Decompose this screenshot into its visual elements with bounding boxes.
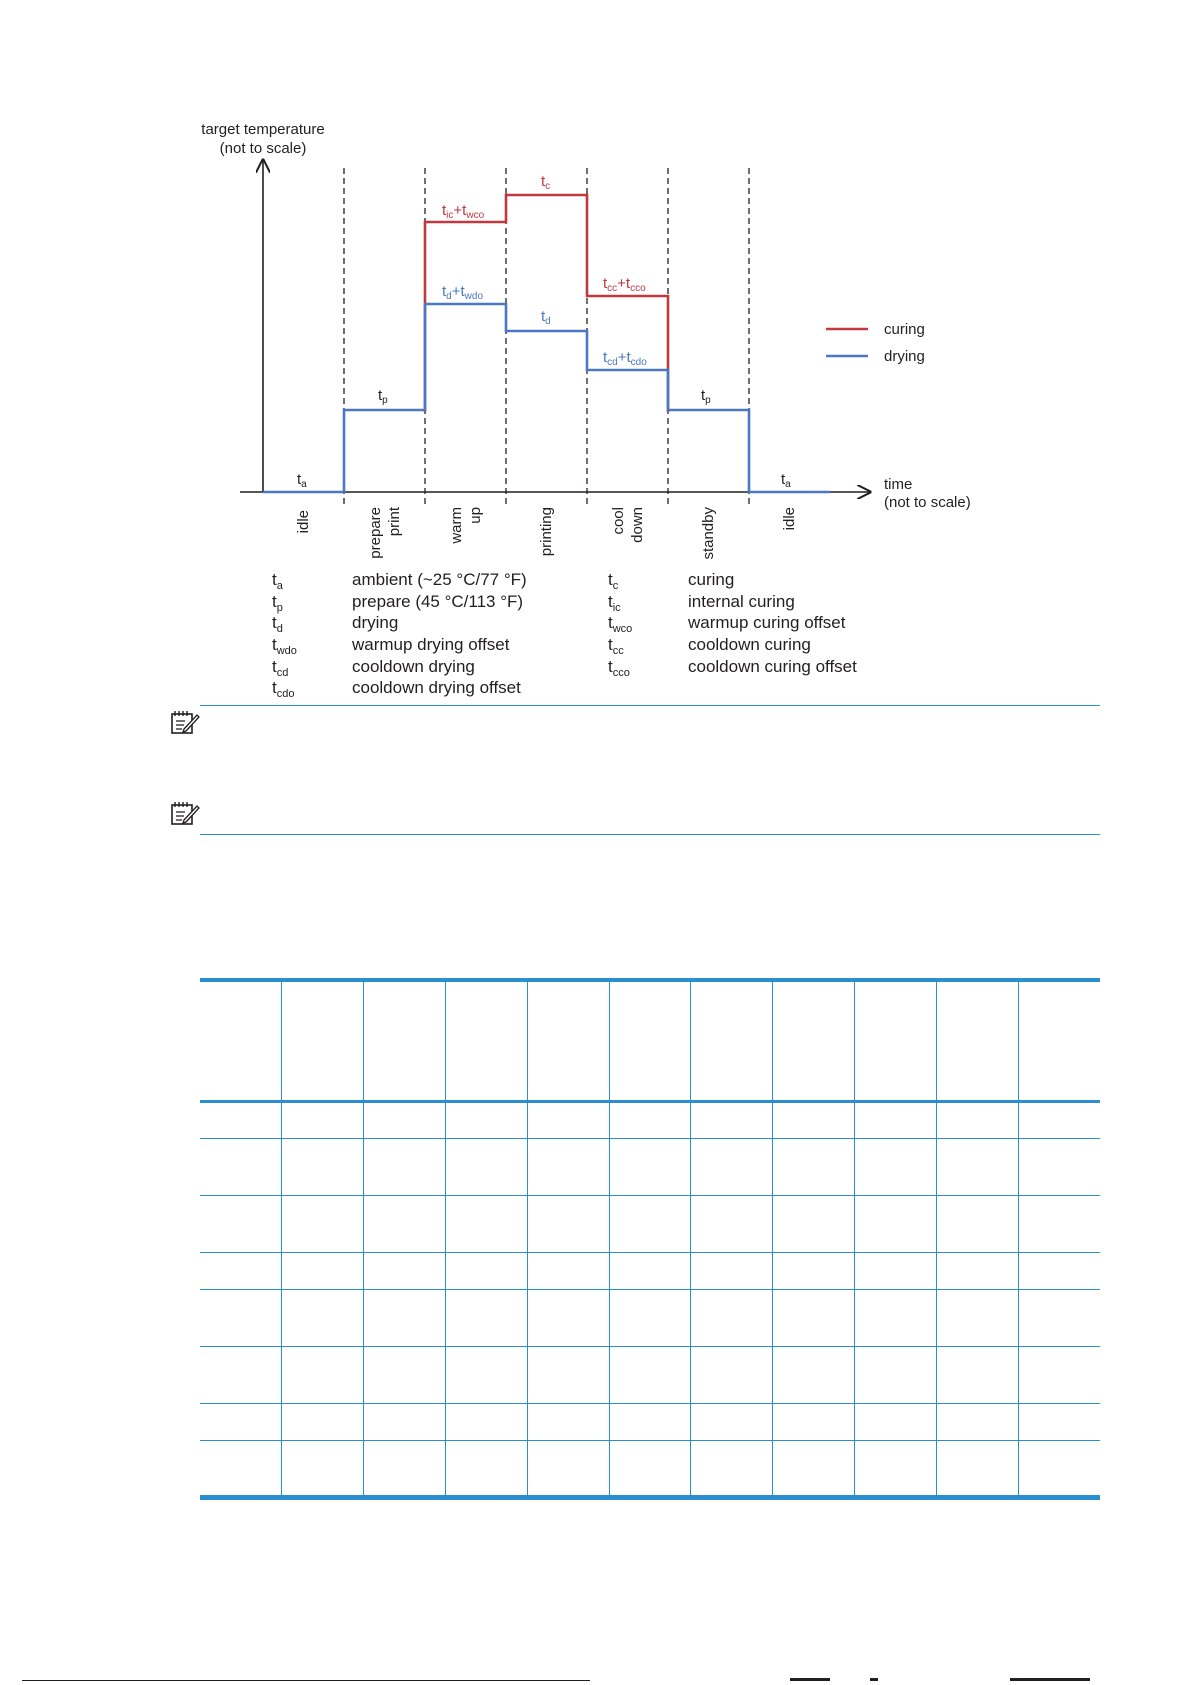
table-cell — [445, 1139, 527, 1196]
table-row — [200, 1404, 1100, 1441]
table-cell — [1018, 1102, 1100, 1139]
table-cell — [1018, 1196, 1100, 1253]
label-td: $t_d$ — [541, 308, 551, 327]
table-cell — [282, 1347, 364, 1404]
glossary-tc-sym: $t_c$ — [608, 570, 619, 592]
phase-down: down — [629, 507, 646, 543]
data-table — [200, 978, 1100, 1500]
note-1-rule — [200, 705, 1100, 706]
table-cell — [282, 1139, 364, 1196]
table-cell — [200, 1253, 282, 1290]
table-cell — [282, 1253, 364, 1290]
table-cell — [527, 1441, 609, 1498]
table-cell — [855, 1102, 937, 1139]
table-header-cell — [200, 980, 282, 1102]
table-cell — [936, 1139, 1018, 1196]
table-cell — [364, 1139, 446, 1196]
glossary-tcc-desc: cooldown curing — [688, 635, 811, 654]
table-cell — [936, 1404, 1018, 1441]
phase-printing: printing — [538, 507, 555, 557]
table-row — [200, 1347, 1100, 1404]
table-cell — [445, 1102, 527, 1139]
table-cell — [527, 1347, 609, 1404]
table-cell — [282, 1290, 364, 1347]
table-header-row — [200, 980, 1100, 1102]
table-cell — [773, 1347, 855, 1404]
table-cell — [1018, 1253, 1100, 1290]
table-cell — [691, 1290, 773, 1347]
table-cell — [200, 1441, 282, 1498]
note-icon — [170, 800, 200, 831]
glossary-tcco-desc: cooldown curing offset — [688, 657, 857, 676]
table-cell — [200, 1404, 282, 1441]
phase-idle-left: idle — [295, 510, 312, 534]
label-tic-twco: $t_{ic}+t_{wco}$ — [442, 202, 485, 221]
table-cell — [855, 1404, 937, 1441]
glossary-tcc-sym: $t_{cc}$ — [608, 635, 624, 657]
glossary-twco-sym: $t_{wco}$ — [608, 613, 633, 635]
table-cell — [936, 1441, 1018, 1498]
glossary-tcd-sym: $t_{cd}$ — [272, 657, 289, 679]
table-cell — [609, 1347, 691, 1404]
table-cell — [609, 1139, 691, 1196]
table-row — [200, 1441, 1100, 1498]
glossary-td-desc: drying — [352, 613, 399, 632]
table-row — [200, 1253, 1100, 1290]
table-cell — [773, 1290, 855, 1347]
table-cell — [773, 1404, 855, 1441]
table-cell — [855, 1347, 937, 1404]
temperature-profile-diagram — [0, 0, 1191, 720]
table-cell — [282, 1196, 364, 1253]
table-cell — [855, 1290, 937, 1347]
phase-idle-right: idle — [781, 507, 798, 531]
table-cell — [936, 1196, 1018, 1253]
footer-rule — [22, 1680, 590, 1681]
glossary-tcd-desc: cooldown drying — [352, 657, 475, 676]
table-cell — [609, 1290, 691, 1347]
table-cell — [445, 1196, 527, 1253]
table-cell — [364, 1441, 446, 1498]
table-cell — [691, 1404, 773, 1441]
table-cell — [773, 1139, 855, 1196]
table-row — [200, 1196, 1100, 1253]
table-cell — [1018, 1139, 1100, 1196]
label-tcd-tcdo: $t_{cd}+t_{cdo}$ — [603, 349, 647, 368]
table-cell — [527, 1139, 609, 1196]
table-cell — [364, 1102, 446, 1139]
table-header-cell — [1018, 980, 1100, 1102]
table-cell — [527, 1102, 609, 1139]
x-axis-label-line2: (not to scale) — [884, 494, 971, 511]
table-cell — [609, 1441, 691, 1498]
table-cell — [773, 1253, 855, 1290]
glossary-tc-desc: curing — [688, 570, 735, 589]
phase-cool: cool — [610, 507, 627, 535]
glossary-right — [608, 570, 857, 679]
table-cell — [282, 1404, 364, 1441]
table-cell — [691, 1102, 773, 1139]
table-cell — [445, 1404, 527, 1441]
phase-dividers — [344, 168, 749, 508]
glossary-tic-desc: internal curing — [688, 592, 795, 611]
table-cell — [936, 1290, 1018, 1347]
label-ta-right: $t_a$ — [781, 471, 791, 490]
table-cell — [1018, 1404, 1100, 1441]
y-axis-label-line2: (not to scale) — [219, 140, 307, 157]
legend-drying-label: drying — [884, 348, 925, 365]
table-cell — [445, 1253, 527, 1290]
table-row — [200, 1102, 1100, 1139]
table-cell — [527, 1196, 609, 1253]
x-axis-label-line1: time — [884, 476, 913, 493]
table-cell — [691, 1139, 773, 1196]
table-cell — [364, 1404, 446, 1441]
y-axis-label-line1: target temperature — [201, 121, 325, 138]
table-header-cell — [691, 980, 773, 1102]
table-header-cell — [609, 980, 691, 1102]
table-cell — [445, 1441, 527, 1498]
table-row — [200, 1139, 1100, 1196]
table-cell — [773, 1196, 855, 1253]
table-cell — [855, 1253, 937, 1290]
glossary-left — [272, 570, 527, 700]
drying-line — [263, 304, 830, 492]
legend-curing-label: curing — [884, 321, 925, 338]
table-cell — [364, 1253, 446, 1290]
glossary-tcdo-desc: cooldown drying offset — [352, 678, 521, 697]
table-cell — [445, 1290, 527, 1347]
glossary-tic-sym: $t_{ic}$ — [608, 592, 621, 614]
table-cell — [1018, 1290, 1100, 1347]
table-cell — [609, 1102, 691, 1139]
phase-up: up — [467, 507, 484, 524]
table-cell — [773, 1102, 855, 1139]
table-cell — [200, 1196, 282, 1253]
table-cell — [364, 1347, 446, 1404]
table-cell — [200, 1347, 282, 1404]
table-cell — [364, 1290, 446, 1347]
table-header-cell — [855, 980, 937, 1102]
table-body — [200, 1102, 1100, 1498]
glossary-twco-desc: warmup curing offset — [688, 613, 846, 632]
table-cell — [200, 1102, 282, 1139]
table-cell — [855, 1441, 937, 1498]
glossary-twdo-sym: $t_{wdo}$ — [272, 635, 297, 657]
table-cell — [691, 1196, 773, 1253]
table-cell — [936, 1102, 1018, 1139]
table-cell — [691, 1441, 773, 1498]
phase-print: print — [386, 507, 403, 537]
table-cell — [936, 1347, 1018, 1404]
footer-marks — [760, 1677, 1100, 1683]
table-cell — [200, 1139, 282, 1196]
table-cell — [527, 1290, 609, 1347]
note-2-rule — [200, 834, 1100, 835]
label-tp-prepare: $t_p$ — [378, 387, 388, 406]
table-cell — [609, 1253, 691, 1290]
table-header-cell — [527, 980, 609, 1102]
table-cell — [282, 1102, 364, 1139]
table-cell — [691, 1347, 773, 1404]
table-header-cell — [282, 980, 364, 1102]
glossary-twdo-desc: warmup drying offset — [352, 635, 510, 654]
glossary-tp-desc: prepare (45 °C/113 °F) — [352, 592, 524, 611]
glossary-ta-sym: $t_a$ — [272, 570, 283, 592]
table-cell — [936, 1253, 1018, 1290]
table-cell — [200, 1290, 282, 1347]
table-cell — [855, 1196, 937, 1253]
table-cell — [527, 1404, 609, 1441]
table-row — [200, 1290, 1100, 1347]
legend — [826, 321, 925, 365]
table-cell — [609, 1404, 691, 1441]
glossary-ta-desc: ambient (~25 °C/77 °F) — [352, 570, 527, 589]
glossary-tp-sym: $t_p$ — [272, 592, 283, 614]
table-cell — [1018, 1441, 1100, 1498]
phase-warm: warm — [448, 507, 465, 544]
glossary-tcco-sym: $t_{cco}$ — [608, 657, 630, 679]
note-icon — [170, 709, 200, 740]
label-td-twdo: $t_d+t_{wdo}$ — [442, 283, 484, 302]
table-cell — [445, 1347, 527, 1404]
table-header-cell — [445, 980, 527, 1102]
table-header-cell — [773, 980, 855, 1102]
label-ta-left: $t_a$ — [297, 471, 307, 490]
phase-prepare: prepare — [367, 507, 384, 559]
glossary-td-sym: $t_d$ — [272, 613, 283, 635]
table-cell — [691, 1253, 773, 1290]
label-tc: $t_c$ — [541, 173, 551, 192]
phase-standby: standby — [700, 507, 717, 560]
table-cell — [282, 1441, 364, 1498]
table-header-cell — [364, 980, 446, 1102]
table-cell — [609, 1196, 691, 1253]
phase-labels — [295, 506, 798, 559]
label-tp-standby: $t_p$ — [701, 387, 711, 406]
glossary-tcdo-sym: $t_{cdo}$ — [272, 678, 295, 700]
table-cell — [527, 1253, 609, 1290]
table-cell — [773, 1441, 855, 1498]
table-header-cell — [936, 980, 1018, 1102]
label-tcc-tcco: $t_{cc}+t_{cco}$ — [603, 275, 646, 294]
table-cell — [1018, 1347, 1100, 1404]
table-cell — [364, 1196, 446, 1253]
table-cell — [855, 1139, 937, 1196]
